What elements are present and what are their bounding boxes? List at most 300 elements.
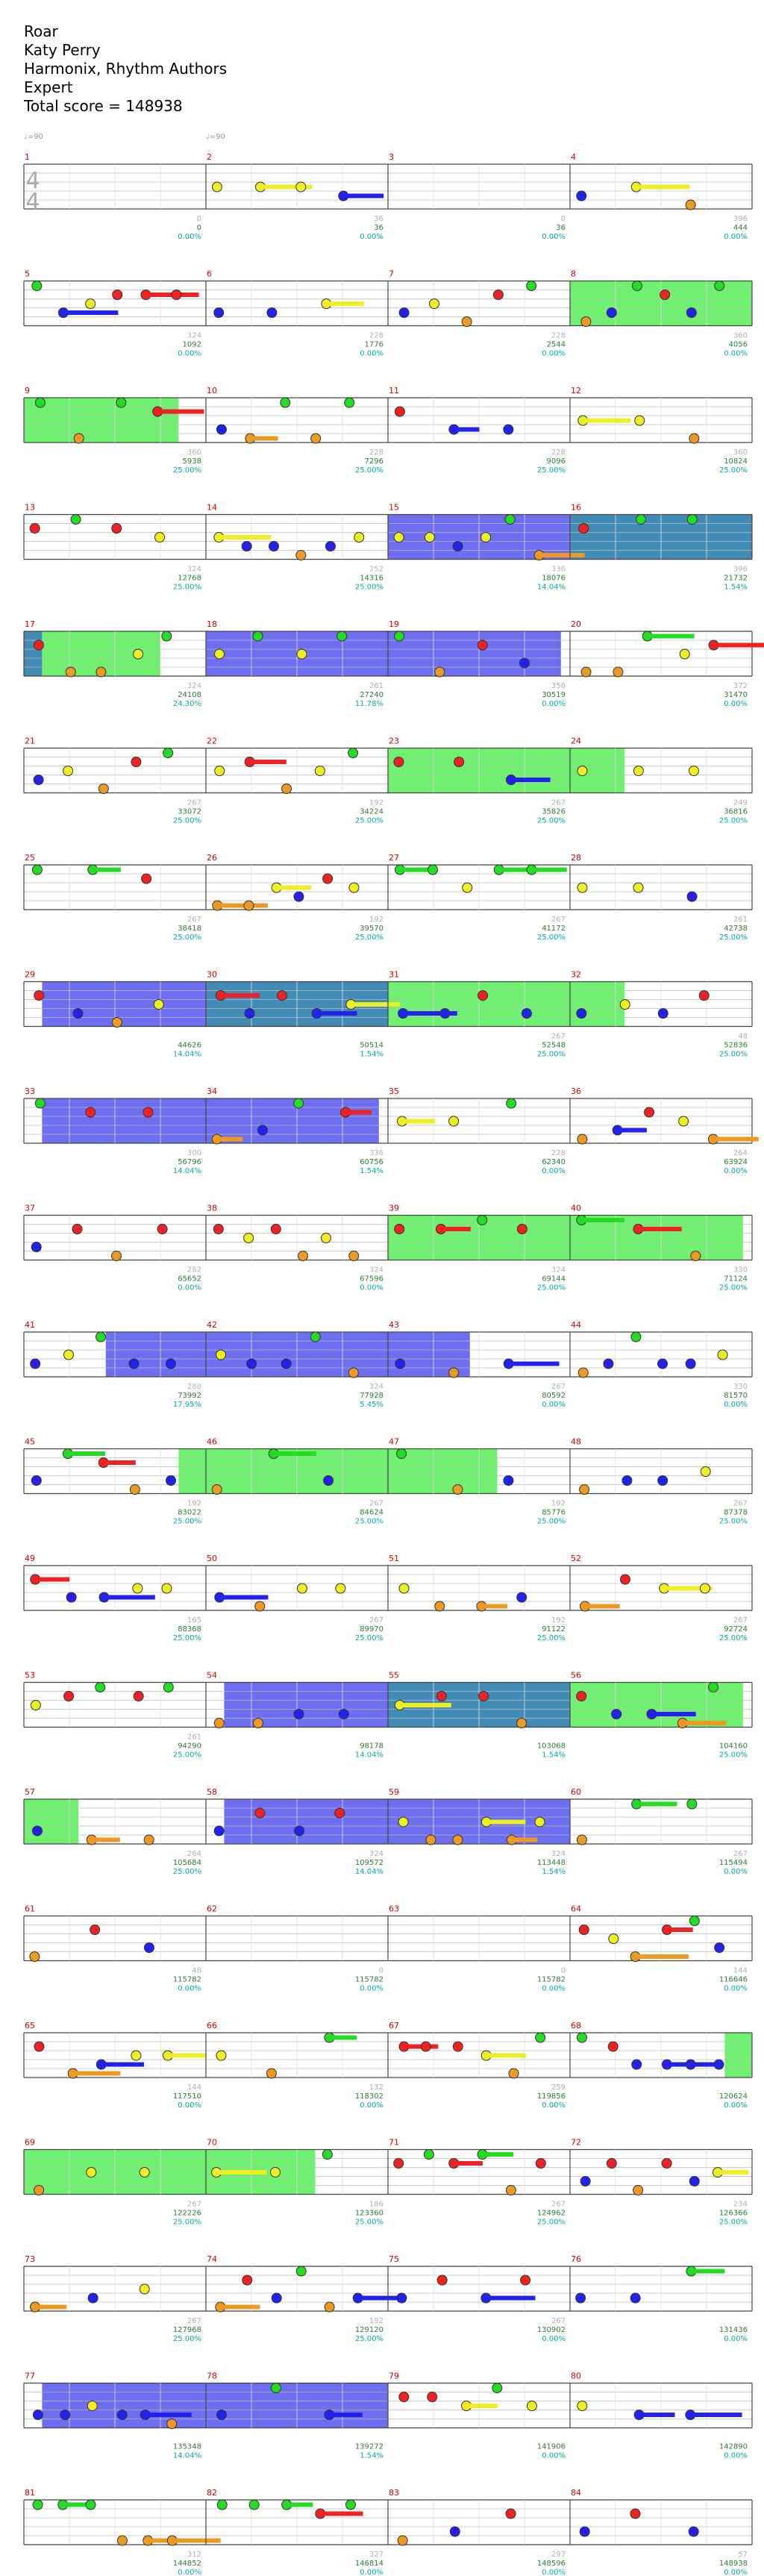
measure-number: 55 [389, 1670, 399, 1681]
measure-cumulative-score: 12768 [178, 574, 201, 583]
measure-number: 8 [571, 269, 576, 279]
measure-overdrive-percent: 25.00% [354, 2218, 383, 2227]
note-gem [633, 2186, 643, 2195]
measure-note-score: 324 [369, 1266, 383, 1275]
measure-overdrive-percent: 0.00% [724, 2101, 748, 2110]
note-gem [32, 281, 42, 291]
note-gem [212, 182, 222, 192]
measure-number: 69 [25, 2137, 35, 2148]
note-gem [166, 1359, 175, 1369]
phrase-highlight [24, 631, 42, 676]
note-gem [577, 1692, 586, 1701]
measure-note-score: 267 [551, 1383, 566, 1391]
measure-overdrive-percent: 14.04% [172, 1050, 201, 1059]
note-gem [113, 290, 122, 300]
measure-number: 45 [25, 1437, 35, 1447]
measure-cumulative-score: 52548 [542, 1041, 566, 1050]
note-gem [294, 892, 304, 901]
note-gem [155, 533, 165, 543]
note-gem [322, 2150, 332, 2160]
measure-number: 39 [389, 1203, 399, 1213]
note-gem [163, 748, 173, 758]
measure-number: 62 [207, 1904, 217, 1914]
measure-note-score: 360 [733, 331, 748, 340]
tempo-marker: ♩=90 [206, 133, 225, 141]
note-gem [633, 883, 643, 892]
note-gem [426, 1835, 436, 1845]
measure-note-score: 267 [733, 1616, 748, 1625]
measure-number: 30 [207, 969, 217, 980]
measure-cumulative-score: 10824 [724, 457, 748, 466]
measure-overdrive-percent: 0.00% [724, 2335, 748, 2343]
measure-note-score: 36 [374, 215, 383, 223]
note-gem [335, 1808, 345, 1818]
note-gem [64, 1692, 74, 1701]
note-gem [689, 766, 698, 776]
measure-cumulative-score: 7296 [364, 457, 383, 466]
note-gem [395, 631, 404, 641]
sustain-tail [588, 1604, 620, 1609]
sustain-tail [457, 428, 479, 432]
sustain-tail [38, 2305, 66, 2310]
note-gem [266, 2069, 276, 2078]
measure-number: 4 [571, 152, 576, 162]
measure-note-score: 165 [187, 1616, 201, 1625]
sustain-tail [469, 2404, 498, 2408]
phrase-highlight [24, 398, 178, 443]
measure-cumulative-score: 146814 [354, 2560, 383, 2568]
measure-number: 18 [207, 619, 217, 629]
note-gem [453, 1835, 463, 1845]
note-gem [577, 191, 586, 201]
measure-number: 42 [207, 1320, 217, 1330]
measure-number: 51 [389, 1554, 399, 1563]
note-gem [686, 308, 696, 318]
measure-overdrive-percent: 0.00% [542, 2101, 566, 2110]
measure-overdrive-percent: 25.00% [718, 2218, 748, 2227]
note-gem [478, 991, 488, 1001]
note-gem [449, 1116, 459, 1126]
measure-overdrive-percent: 0.00% [360, 349, 383, 358]
measure-overdrive-percent: 0.00% [724, 233, 748, 241]
measure-number: 49 [25, 1554, 35, 1563]
measure-note-score: 259 [551, 2083, 566, 2092]
sustain-tail [76, 2072, 121, 2076]
sustain-tail [160, 410, 204, 414]
sustain-tail [253, 760, 286, 764]
sustain-tail [489, 2296, 535, 2301]
measure-note-score: 48 [192, 1966, 201, 1975]
note-gem [86, 2500, 96, 2510]
note-gem [34, 2042, 44, 2051]
note-gem [296, 551, 306, 560]
note-gem [242, 542, 251, 551]
measure-cumulative-score: 4056 [728, 340, 748, 349]
sustain-tail [332, 2036, 357, 2040]
measure-overdrive-percent: 0.00% [178, 1984, 201, 1993]
measure-cumulative-score: 81570 [724, 1392, 748, 1400]
measure-cumulative-score: 130902 [536, 2326, 566, 2334]
note-gem [398, 1817, 408, 1827]
note-gem [213, 1225, 223, 1234]
measure-overdrive-percent: 25.00% [172, 1634, 201, 1642]
sustain-tail [289, 2503, 313, 2507]
note-gem [214, 308, 224, 318]
note-gem [297, 649, 307, 659]
sustain-tail [107, 1460, 136, 1465]
measure-number: 38 [207, 1203, 217, 1213]
measure-cumulative-score: 120624 [718, 2092, 748, 2101]
note-gem [428, 865, 438, 875]
note-gem [73, 1009, 83, 1019]
measure-note-score: 48 [738, 1032, 748, 1041]
note-gem [504, 425, 513, 434]
measure-overdrive-percent: 25.00% [172, 2218, 201, 2227]
note-gem [521, 2275, 530, 2285]
note-gem [98, 784, 108, 794]
sustain-tail [639, 1802, 677, 1807]
measure-number: 32 [571, 969, 581, 980]
measure-overdrive-percent: 0.00% [542, 2335, 566, 2343]
note-gem [679, 1116, 689, 1126]
note-gem [686, 1359, 695, 1369]
measure-cumulative-score: 14316 [360, 574, 383, 583]
sustain-tail [651, 634, 695, 639]
note-gem [463, 883, 472, 892]
measure-cumulative-score: 50514 [360, 1041, 383, 1050]
note-gem [296, 182, 306, 192]
measure-note-score: 324 [551, 1266, 566, 1275]
measure-cumulative-score: 118302 [354, 2092, 383, 2101]
sustain-tail [721, 2170, 748, 2175]
measure-cumulative-score: 35826 [542, 807, 566, 816]
note-gem [519, 658, 529, 668]
measure-cumulative-score: 38418 [178, 925, 201, 933]
measure-cumulative-score: 115782 [354, 1975, 383, 1984]
note-gem [686, 200, 695, 210]
sustain-tail [694, 2269, 724, 2274]
measure-note-score: 330 [733, 1383, 748, 1391]
note-gem [66, 667, 75, 677]
phrase-highlight [224, 1799, 388, 1844]
measure-cumulative-score: 89970 [360, 1625, 383, 1634]
measure-cumulative-score: 129120 [354, 2326, 383, 2334]
measure-overdrive-percent: 0.00% [178, 233, 201, 241]
note-gem [395, 1225, 404, 1234]
note-gem [154, 1000, 163, 1010]
measure-overdrive-percent: 25.00% [172, 1751, 201, 1760]
measure-cumulative-score: 122226 [172, 2209, 201, 2218]
note-gem [30, 524, 40, 534]
note-gem [88, 2293, 98, 2303]
sustain-tail [224, 993, 260, 998]
note-gem [450, 2527, 460, 2536]
note-gem [140, 2284, 149, 2294]
measure-cumulative-score: 0 [196, 224, 201, 232]
note-gem [140, 2168, 149, 2178]
note-gem [632, 281, 642, 291]
measure-number: 53 [25, 1670, 35, 1681]
note-gem [579, 524, 589, 534]
note-gem [658, 1359, 668, 1369]
note-gem [339, 1710, 348, 1719]
measure-cumulative-score: 18076 [542, 574, 566, 583]
measure-number: 17 [25, 619, 35, 629]
measure-cumulative-score: 139272 [354, 2442, 383, 2451]
measure-cumulative-score: 30519 [542, 691, 566, 699]
note-gem [30, 1952, 40, 1962]
note-gem [718, 1350, 727, 1360]
sustain-tail [175, 2539, 221, 2543]
measure-overdrive-percent: 24.30% [172, 700, 201, 708]
measure-overdrive-percent: 25.00% [536, 466, 566, 475]
sustain-tail [219, 2170, 266, 2175]
measure-cumulative-score: 84624 [360, 1508, 383, 1517]
measure-number: 44 [571, 1320, 581, 1330]
note-gem [633, 766, 643, 776]
measure-cumulative-score: 105684 [172, 1859, 201, 1867]
measure-note-score: 267 [369, 1499, 383, 1508]
note-gem [440, 1009, 450, 1019]
measure-note-score: 267 [551, 2317, 566, 2325]
note-gem [535, 1817, 545, 1827]
note-gem [579, 1925, 589, 1935]
note-gem [324, 1476, 334, 1486]
measure-overdrive-percent: 14.04% [172, 2451, 201, 2460]
measure-cumulative-score: 116646 [718, 1975, 748, 1984]
note-gem [462, 317, 472, 327]
note-gem [129, 1359, 139, 1369]
phrase-highlight [42, 2383, 206, 2428]
phrase-highlight [570, 982, 624, 1027]
phrase-highlight [388, 631, 561, 676]
measure-note-score: 264 [733, 1149, 748, 1157]
measure-cumulative-score: 126366 [718, 2209, 748, 2218]
sustain-tail [502, 868, 529, 872]
measure-overdrive-percent: 0.00% [360, 233, 383, 241]
measure-overdrive-percent: 0.00% [542, 233, 566, 241]
measure-number: 68 [571, 2021, 581, 2031]
sustain-tail [584, 1218, 624, 1222]
sustain-tail [320, 1011, 357, 1016]
sustain-tail [148, 2413, 192, 2417]
measure-overdrive-percent: 0.00% [542, 2569, 566, 2576]
measure-overdrive-percent: 25.00% [172, 466, 201, 475]
sustain-tail [639, 185, 690, 190]
measure-cumulative-score: 33072 [178, 807, 201, 816]
note-gem [282, 784, 292, 794]
measure-number: 5 [25, 269, 30, 279]
note-gem [635, 416, 645, 425]
note-gem [397, 1449, 407, 1459]
measure-overdrive-percent: 0.00% [724, 349, 748, 358]
note-gem [255, 1601, 265, 1611]
sustain-tail [332, 2413, 362, 2417]
measure-number: 50 [207, 1554, 217, 1563]
measure-number: 41 [25, 1320, 35, 1330]
note-gem [435, 667, 445, 677]
measure-cumulative-score: 109572 [354, 1859, 383, 1867]
note-gem [60, 2410, 70, 2420]
sustain-tail [514, 778, 551, 782]
note-gem [217, 2500, 227, 2510]
sustain-tail [621, 1128, 647, 1133]
note-gem [322, 1234, 331, 1243]
sustain-tail [104, 2063, 144, 2067]
measure-overdrive-percent: 0.00% [542, 1167, 566, 1175]
note-gem [35, 398, 45, 407]
measure-note-score: 0 [378, 1966, 383, 1975]
note-gem [86, 1107, 96, 1117]
measure-number: 13 [25, 502, 35, 513]
note-gem [242, 2275, 252, 2285]
sustain-tail [329, 301, 363, 306]
measure-number: 22 [207, 736, 217, 746]
note-gem [35, 1098, 45, 1108]
total-score: Total score = 148938 [24, 97, 183, 115]
note-gem [345, 2500, 355, 2510]
measure-number: 35 [389, 1087, 399, 1096]
measure-cumulative-score: 115494 [718, 1859, 748, 1867]
measure-cumulative-score: 91122 [542, 1625, 566, 1634]
note-gem [112, 1251, 122, 1261]
note-gem [272, 2293, 281, 2303]
note-gem [689, 434, 699, 443]
measure-overdrive-percent: 0.00% [542, 349, 566, 358]
chart-author: Harmonix, Rhythm Authors [24, 60, 228, 78]
measure-note-score: 144 [187, 2083, 201, 2092]
measure-note-score: 324 [187, 565, 201, 574]
phrase-highlight [206, 1098, 379, 1143]
note-gem [134, 649, 143, 659]
note-gem [117, 2410, 127, 2420]
note-gem [699, 991, 709, 1001]
measure-overdrive-percent: 14.04% [354, 1751, 383, 1760]
tempo-marker: ♩=90 [24, 133, 43, 141]
note-gem [162, 1584, 172, 1593]
sustain-tail [655, 1712, 696, 1716]
measure-number: 40 [571, 1203, 581, 1213]
measure-cumulative-score: 85776 [542, 1508, 566, 1517]
measure-number: 43 [389, 1320, 399, 1330]
note-gem [689, 2527, 698, 2536]
sustain-tail [403, 1703, 451, 1707]
measure-cumulative-score: 77928 [360, 1392, 383, 1400]
measure-number: 25 [25, 853, 35, 863]
note-gem [715, 281, 724, 291]
measure-number: 29 [25, 969, 35, 980]
sustain-tail [484, 1604, 507, 1609]
measure-note-score: 360 [187, 448, 201, 457]
note-gem [323, 874, 333, 884]
phrase-highlight [42, 1098, 206, 1143]
measure-number: 34 [207, 1087, 217, 1096]
measure-cumulative-score: 56796 [178, 1158, 201, 1166]
measure-overdrive-percent: 0.00% [360, 2569, 383, 2576]
note-gem [167, 2419, 177, 2429]
note-gem [576, 2293, 586, 2303]
measure-note-score: 297 [551, 2551, 566, 2559]
measure-overdrive-percent: 0.00% [724, 2569, 748, 2576]
phrase-highlight [106, 1332, 206, 1377]
note-gem [493, 290, 503, 300]
measure-overdrive-percent: 0.00% [360, 2101, 383, 2110]
measure-number: 9 [25, 386, 30, 396]
note-gem [336, 1584, 345, 1593]
sustain-tail [96, 868, 121, 872]
measure-number: 36 [571, 1087, 581, 1096]
note-gem [506, 2186, 516, 2195]
note-gem [620, 1000, 630, 1010]
measure-note-score: 336 [551, 565, 566, 574]
measure-number: 6 [207, 269, 212, 279]
measure-number: 26 [207, 853, 217, 863]
note-gem [144, 1835, 154, 1845]
note-gem [395, 1359, 405, 1369]
note-gem [244, 901, 254, 910]
note-gem [163, 1683, 173, 1692]
measure-note-score: 192 [369, 916, 383, 924]
note-gem [421, 2042, 430, 2051]
sustain-tail [323, 2512, 363, 2516]
note-gem [269, 542, 279, 551]
measure-overdrive-percent: 25.00% [718, 1050, 748, 1059]
measure-cumulative-score: 41172 [542, 925, 566, 933]
note-gem [686, 2060, 695, 2069]
measure-cumulative-score: 142890 [718, 2442, 748, 2451]
measure-number: 64 [571, 1904, 581, 1914]
measure-number: 7 [389, 269, 394, 279]
measure-number: 83 [389, 2488, 399, 2498]
measure-overdrive-percent: 25.00% [172, 934, 201, 942]
note-gem [74, 434, 84, 443]
measure-overdrive-percent: 25.00% [354, 1634, 383, 1642]
measure-cumulative-score: 80592 [542, 1392, 566, 1400]
measure-note-score: 249 [733, 798, 748, 807]
measure-number: 28 [571, 853, 581, 863]
note-gem [607, 308, 616, 318]
measure-cumulative-score: 67596 [360, 1275, 383, 1284]
measure-cumulative-score: 127968 [172, 2326, 201, 2334]
sustain-tail [223, 2305, 260, 2310]
note-gem [33, 2410, 43, 2420]
measure-overdrive-percent: 0.00% [542, 700, 566, 708]
time-signature-top: 4 [25, 168, 40, 194]
note-gem [522, 1009, 531, 1019]
song-title: Roar [24, 22, 58, 40]
sustain-tail [346, 194, 383, 198]
measure-cumulative-score: 103068 [536, 1742, 566, 1751]
measure-overdrive-percent: 1.54% [724, 583, 748, 592]
note-gem [144, 1943, 154, 1953]
measure-note-score: 358 [551, 682, 566, 690]
note-gem [216, 425, 226, 434]
measure-note-score: 192 [551, 1499, 566, 1508]
note-gem [32, 865, 42, 875]
measure-overdrive-percent: 25.00% [354, 816, 383, 825]
note-gem [31, 1359, 40, 1369]
measure-note-score: 0 [560, 1966, 566, 1975]
measure-cumulative-score: 24108 [178, 691, 201, 699]
note-gem [86, 299, 96, 309]
measure-note-score: 267 [187, 2317, 201, 2325]
sustain-tail [38, 1578, 69, 1582]
note-gem [90, 1925, 100, 1935]
note-gem [267, 308, 277, 318]
measure-note-score: 0 [196, 215, 201, 223]
note-gem [131, 2051, 141, 2060]
measure-number: 78 [207, 2371, 217, 2381]
